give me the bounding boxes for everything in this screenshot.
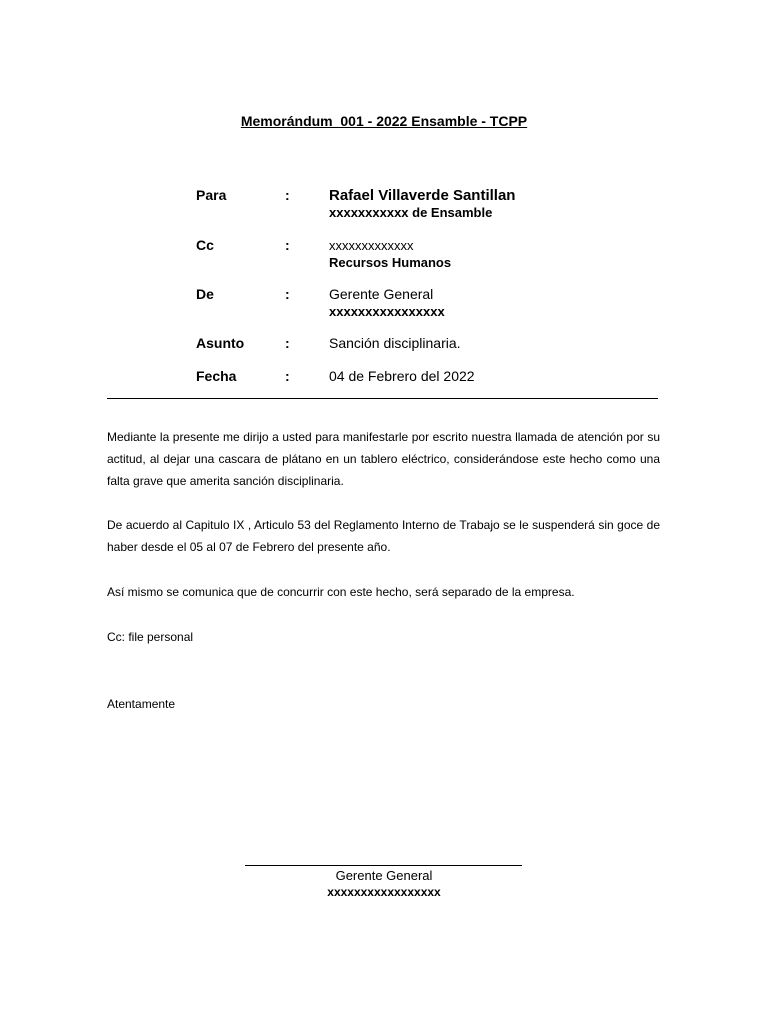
header-value-fecha [329,368,719,385]
body-paragraph-2: De acuerdo al Capitulo IX , Articulo 53 del Reglamento Interno de Trabajo se le suspenderá sin goce de haber desde el 05 al 07 de Febrero del presente año. [107,518,660,554]
sender-name: xxxxxxxxxxxxxxxx [329,304,445,319]
body-paragraph-3: Así mismo se comunica que de concurrir con este hecho, será separado de la empresa. [107,585,575,599]
signature-line [245,865,522,866]
subject-text: Sanción disciplinaria. [329,335,461,351]
header-colon: : [285,187,290,203]
cc-department: Recursos Humanos [329,255,452,270]
body-paragraph-1: Mediante la presente me dirijo a usted para manifestarle por escrito nuestra llamada de atención por su actitud, al dejar una cascara de plátano en un tablero eléctrico, considerándose este hecho como una falta grave que amerita sanción disciplinaria. [107,430,660,488]
header-colon: : [285,286,290,302]
memo-title: Memorándum 001 - 2022 Ensamble - TCPP [240,113,528,129]
header-value-asunto [329,335,719,352]
header-value-de [329,286,719,320]
header-label-de: De [196,286,214,302]
signature-role: Gerente General [335,868,433,883]
header-colon: : [285,335,290,351]
recipient-name: Rafael Villaverde Santillan [329,187,516,204]
header-colon: : [285,237,290,253]
date-text: 04 de Febrero del 2022 [329,368,475,384]
header-label-cc: Cc [196,237,214,253]
cc-name: xxxxxxxxxxxxx [329,238,414,253]
header-value-para [329,187,719,221]
header-label-fecha: Fecha [196,368,237,384]
signature-name: xxxxxxxxxxxxxxxxx [327,885,441,899]
header-label-para: Para [196,187,227,203]
header-label-asunto: Asunto [196,335,245,351]
header-divider [107,398,658,399]
header-colon: : [285,368,290,384]
closing-text: Atentamente [107,697,176,711]
cc-note: Cc: file personal [107,630,194,644]
sender-role: Gerente General [329,286,434,302]
header-value-cc [329,237,719,271]
recipient-position: xxxxxxxxxxx de Ensamble [329,205,493,220]
